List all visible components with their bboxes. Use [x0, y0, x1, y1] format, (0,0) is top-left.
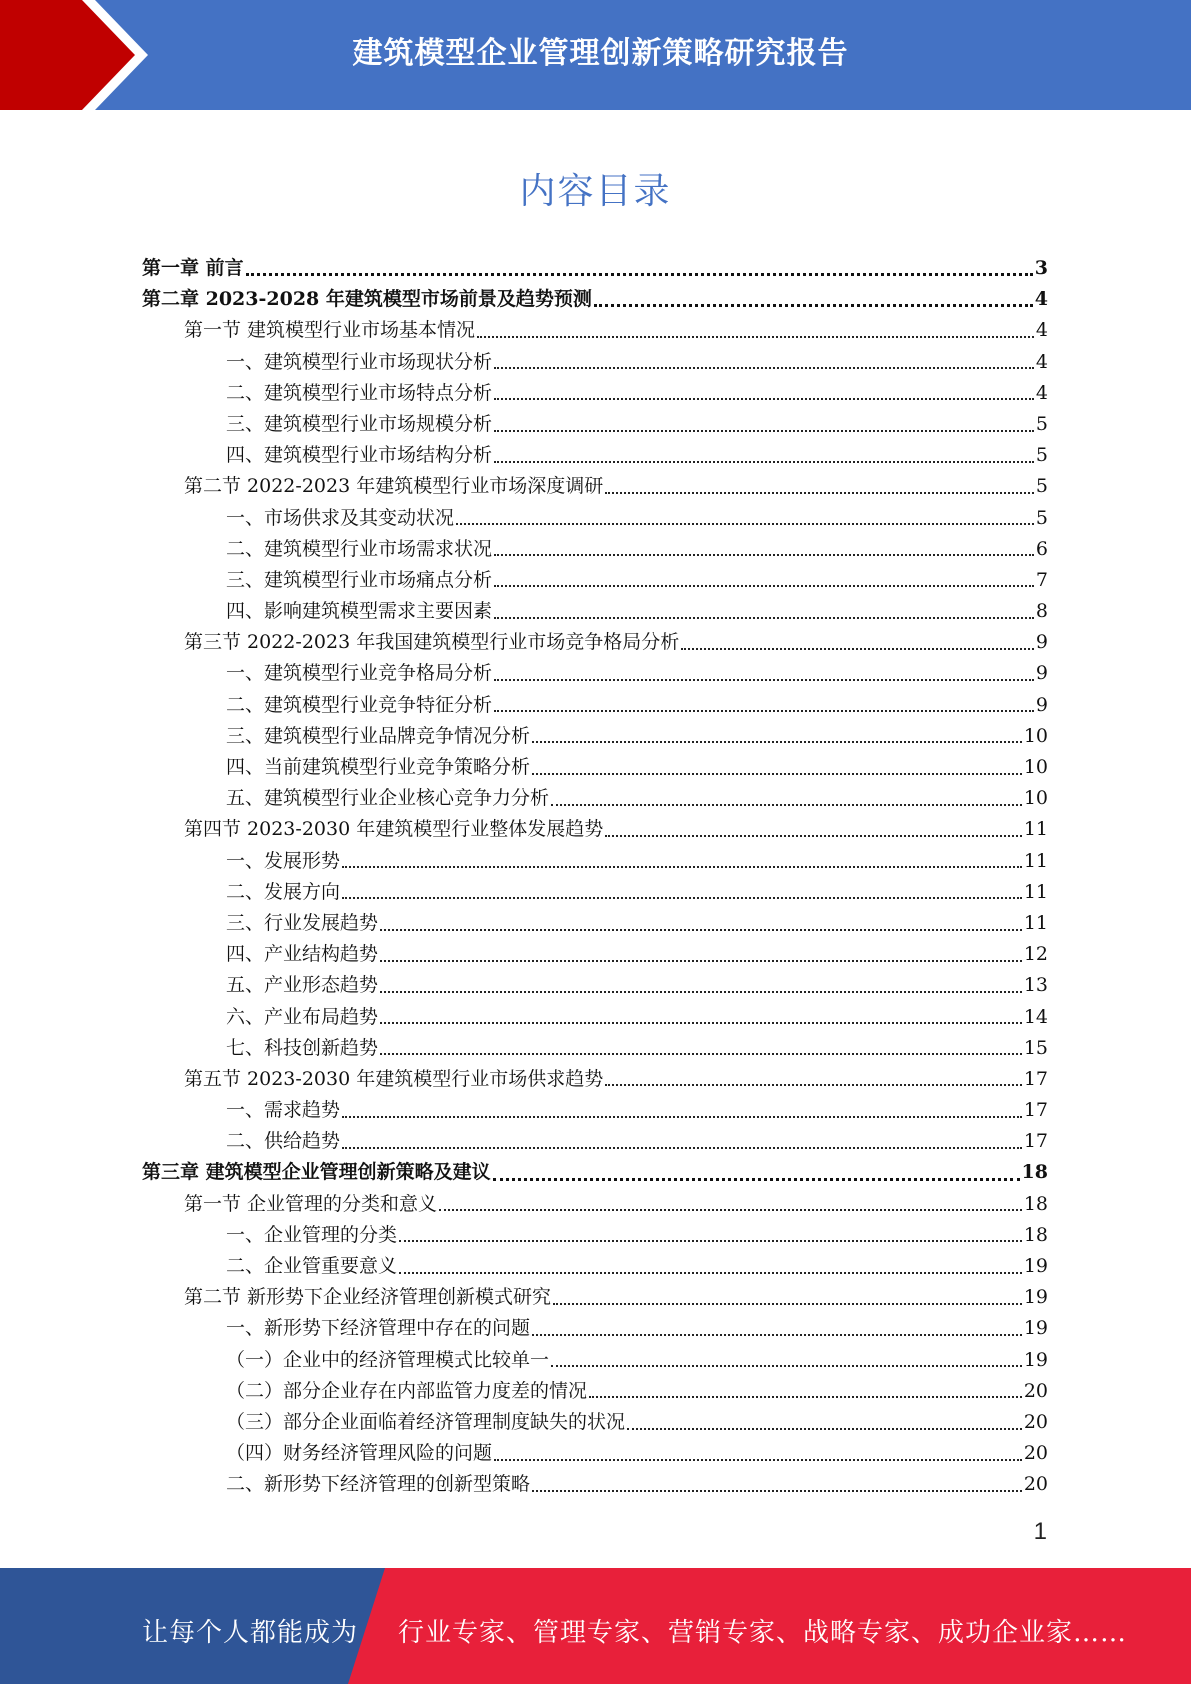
toc-entry-title: 五、建筑模型行业企业核心竞争力分析 — [226, 787, 550, 810]
footer-band — [0, 1568, 1191, 1684]
toc-entry[interactable] — [142, 690, 1048, 721]
toc-entry[interactable] — [142, 1220, 1048, 1251]
toc-entry-page: 4 — [1035, 381, 1048, 404]
toc-entry[interactable] — [142, 1282, 1048, 1313]
toc-dot-leader — [439, 1209, 1022, 1211]
toc-dot-leader — [494, 710, 1034, 712]
toc-entry[interactable] — [142, 378, 1048, 409]
toc-dot-leader — [380, 1053, 1022, 1055]
toc-entry-title: 一、建筑模型行业竞争格局分析 — [226, 662, 493, 685]
toc-entry-page: 4 — [1035, 319, 1048, 342]
toc-entry-page: 5 — [1035, 475, 1048, 498]
toc-dot-leader — [399, 1272, 1022, 1274]
toc-entry-page: 5 — [1035, 506, 1048, 529]
toc-dot-leader — [494, 430, 1034, 432]
toc-entry-title: 三、建筑模型行业市场规模分析 — [226, 412, 493, 435]
toc-entry-page: 10 — [1023, 756, 1048, 778]
toc-entry[interactable] — [142, 939, 1048, 970]
toc-entry-title: （二）部分企业存在内部监管力度差的情况 — [226, 1379, 588, 1402]
toc-entry[interactable] — [142, 315, 1048, 346]
toc-entry[interactable] — [142, 534, 1048, 565]
toc-entry[interactable] — [142, 1313, 1048, 1344]
toc-entry[interactable] — [142, 1064, 1048, 1095]
toc-dot-leader — [494, 1459, 1022, 1461]
toc-entry-page: 18 — [1023, 1192, 1048, 1215]
toc-entry[interactable] — [142, 284, 1048, 315]
toc-dot-leader — [494, 398, 1034, 400]
footer-slogan-right: 行业专家、管理专家、营销专家、战略专家、成功企业家…… — [398, 1618, 1128, 1648]
toc-dot-leader — [477, 336, 1034, 338]
toc-entry-title: 一、企业管理的分类 — [226, 1223, 398, 1246]
toc-entry-title: 第三节 2022-2023 年我国建筑模型行业市场竞争格局分析 — [184, 631, 680, 654]
toc-entry-title: 二、建筑模型行业市场特点分析 — [226, 381, 493, 404]
toc-entry-title: 二、新形势下经济管理的创新型策略 — [226, 1473, 531, 1496]
toc-dot-leader — [494, 367, 1034, 369]
toc-entry[interactable] — [142, 596, 1048, 627]
toc-entry-title: 第一节 企业管理的分类和意义 — [184, 1192, 438, 1215]
toc-entry-page: 10 — [1023, 787, 1048, 810]
toc-entry-page: 20 — [1023, 1442, 1048, 1465]
toc-dot-leader — [589, 1396, 1022, 1398]
toc-dot-leader — [494, 679, 1034, 681]
toc-entry-page: 8 — [1035, 600, 1048, 623]
toc-dot-leader — [494, 585, 1034, 587]
toc-entry[interactable] — [142, 471, 1048, 502]
toc-entry[interactable] — [142, 658, 1048, 689]
toc-entry-title: （四）财务经济管理风险的问题 — [226, 1442, 493, 1465]
toc-entry-page: 14 — [1023, 1005, 1048, 1028]
toc-entry-page: 4 — [1035, 350, 1048, 373]
header-band — [0, 0, 1191, 110]
toc-entry-title: 七、科技创新趋势 — [226, 1036, 379, 1059]
toc-dot-leader — [605, 1084, 1022, 1086]
toc-entry-title: 四、建筑模型行业市场结构分析 — [226, 444, 493, 467]
toc-entry-page: 9 — [1035, 631, 1048, 654]
toc-entry-title: 第二节 2022-2023 年建筑模型行业市场深度调研 — [184, 475, 604, 498]
toc-entry[interactable] — [142, 721, 1048, 752]
toc-entry[interactable] — [142, 1095, 1048, 1126]
toc-entry-title: 一、市场供求及其变动状况 — [226, 506, 455, 529]
toc-entry-title: 三、建筑模型行业市场痛点分析 — [226, 568, 493, 591]
toc-entry[interactable] — [142, 627, 1048, 658]
toc-dot-leader — [246, 273, 1033, 276]
toc-entry-page: 7 — [1035, 568, 1048, 591]
toc-entry[interactable] — [142, 1469, 1048, 1500]
toc-entry-title: 三、建筑模型行业品牌竞争情况分析 — [226, 724, 531, 747]
toc-dot-leader — [380, 991, 1022, 993]
toc-entry-title: 二、企业管重要意义 — [226, 1255, 398, 1277]
toc-entry-page: 12 — [1023, 943, 1048, 966]
toc-entry-title: 二、建筑模型行业市场需求状况 — [226, 537, 493, 560]
toc-entry[interactable] — [142, 565, 1048, 596]
toc-entry[interactable] — [142, 846, 1048, 877]
toc-entry-page: 11 — [1023, 911, 1048, 934]
toc-entry-page: 20 — [1023, 1473, 1048, 1496]
toc-entry[interactable] — [142, 1157, 1048, 1188]
toc-entry-title: （一）企业中的经济管理模式比较单一 — [226, 1348, 550, 1371]
toc-entry-page: 20 — [1023, 1410, 1048, 1433]
toc-entry-page: 3 — [1034, 257, 1048, 279]
toc-entry-page: 18 — [1021, 1161, 1048, 1184]
toc-entry-title: 二、发展方向 — [226, 880, 341, 903]
toc-dot-leader — [494, 617, 1034, 619]
toc-dot-leader — [342, 1147, 1022, 1149]
toc-entry[interactable] — [142, 814, 1048, 845]
toc-dot-leader — [399, 1240, 1022, 1242]
toc-entry[interactable] — [142, 1002, 1048, 1033]
toc-entry-title: 四、产业结构趋势 — [226, 943, 379, 966]
toc-entry-title: 四、影响建筑模型需求主要因素 — [226, 600, 493, 623]
toc-entry-title: 第三章 建筑模型企业管理创新策略及建议 — [142, 1161, 491, 1184]
toc-dot-leader — [494, 554, 1034, 556]
toc-dot-leader — [627, 1428, 1022, 1430]
toc-entry-page: 19 — [1023, 1286, 1048, 1309]
toc-entry-page: 13 — [1023, 974, 1048, 997]
toc-entry[interactable] — [142, 347, 1048, 378]
toc-entry[interactable] — [142, 409, 1048, 440]
footer-slogan-left: 让每个人都能成为 — [142, 1618, 359, 1648]
toc-entry-title: 一、新形势下经济管理中存在的问题 — [226, 1317, 531, 1340]
toc-entry-page: 5 — [1035, 412, 1048, 435]
toc-dot-leader — [380, 960, 1022, 962]
toc-dot-leader — [456, 523, 1034, 525]
toc-entry-title: 二、建筑模型行业竞争特征分析 — [226, 693, 493, 716]
toc-entry[interactable] — [142, 970, 1048, 1001]
toc-entry-title: （三）部分企业面临着经济管理制度缺失的状况 — [226, 1410, 626, 1433]
toc-entry[interactable] — [142, 783, 1048, 814]
toc-entry-page: 17 — [1023, 1130, 1048, 1153]
toc-entry[interactable] — [142, 1189, 1048, 1220]
toc-dot-leader — [494, 461, 1034, 463]
report-title: 建筑模型企业管理创新策略研究报告 — [352, 36, 849, 71]
toc-heading: 内容目录 — [519, 171, 672, 212]
toc-entry-title: 一、建筑模型行业市场现状分析 — [226, 350, 493, 373]
toc-entry-page: 11 — [1023, 818, 1048, 841]
toc-entry-page: 10 — [1023, 724, 1048, 747]
toc-dot-leader — [380, 929, 1022, 931]
toc-dot-leader — [532, 741, 1022, 743]
toc-entry-page: 19 — [1023, 1348, 1048, 1371]
toc-entry-page: 11 — [1023, 880, 1048, 903]
toc-entry-page: 9 — [1035, 693, 1048, 716]
toc-entry-title: 五、产业形态趋势 — [226, 974, 379, 997]
toc-entry[interactable] — [142, 1376, 1048, 1407]
toc-dot-leader — [594, 304, 1033, 307]
toc-entry[interactable] — [142, 1407, 1048, 1438]
toc-entry[interactable] — [142, 1345, 1048, 1376]
toc-entry[interactable] — [142, 1251, 1048, 1282]
table-of-contents — [142, 253, 1048, 1501]
toc-dot-leader — [342, 866, 1022, 868]
toc-entry-page: 9 — [1035, 662, 1048, 685]
toc-entry[interactable] — [142, 752, 1048, 783]
toc-entry-page: 19 — [1023, 1317, 1048, 1340]
toc-dot-leader — [605, 492, 1034, 494]
toc-dot-leader — [342, 897, 1022, 899]
toc-entry-page: 18 — [1023, 1223, 1048, 1246]
toc-entry[interactable] — [142, 440, 1048, 471]
page-number: 1 — [1033, 1518, 1047, 1545]
toc-dot-leader — [681, 648, 1034, 650]
toc-dot-leader — [380, 1022, 1022, 1024]
toc-entry-title: 六、产业布局趋势 — [226, 1005, 379, 1028]
toc-dot-leader — [532, 773, 1022, 775]
toc-dot-leader — [551, 1365, 1022, 1367]
toc-entry[interactable] — [142, 1126, 1048, 1157]
toc-entry-title: 第二章 2023-2028 年建筑模型市场前景及趋势预测 — [142, 288, 592, 311]
toc-entry-title: 一、发展形势 — [226, 849, 341, 872]
toc-dot-leader — [532, 1334, 1022, 1336]
toc-entry-title: 四、当前建筑模型行业竞争策略分析 — [226, 756, 531, 778]
toc-entry-title: 第一章 前言 — [142, 257, 244, 279]
toc-dot-leader — [342, 1116, 1022, 1118]
toc-entry-title: 第一节 建筑模型行业市场基本情况 — [184, 319, 476, 342]
toc-entry[interactable] — [142, 877, 1048, 908]
toc-entry[interactable] — [142, 1438, 1048, 1469]
toc-entry-title: 第二节 新形势下企业经济管理创新模式研究 — [184, 1286, 552, 1309]
toc-entry[interactable] — [142, 253, 1048, 284]
toc-entry-title: 二、供给趋势 — [226, 1130, 341, 1153]
toc-entry-title: 第四节 2023-2030 年建筑模型行业整体发展趋势 — [184, 818, 604, 841]
toc-entry-page: 5 — [1035, 444, 1048, 467]
toc-entry-page: 15 — [1023, 1036, 1048, 1059]
toc-entry-title: 三、行业发展趋势 — [226, 911, 379, 934]
toc-entry-page: 20 — [1023, 1379, 1048, 1402]
toc-dot-leader — [493, 1178, 1020, 1181]
toc-dot-leader — [532, 1490, 1022, 1492]
toc-entry-page: 17 — [1023, 1099, 1048, 1122]
toc-entry-page: 4 — [1034, 288, 1048, 311]
toc-entry-page: 17 — [1023, 1067, 1048, 1090]
toc-entry-page: 19 — [1023, 1255, 1048, 1277]
toc-dot-leader — [551, 804, 1022, 806]
toc-entry[interactable] — [142, 503, 1048, 534]
toc-dot-leader — [553, 1303, 1022, 1305]
toc-dot-leader — [605, 835, 1022, 837]
toc-entry[interactable] — [142, 1033, 1048, 1064]
toc-entry-title: 一、需求趋势 — [226, 1099, 341, 1122]
toc-entry-page: 6 — [1035, 537, 1048, 560]
toc-entry-title: 第五节 2023-2030 年建筑模型行业市场供求趋势 — [184, 1067, 604, 1090]
toc-entry[interactable] — [142, 908, 1048, 939]
toc-entry-page: 11 — [1023, 849, 1048, 872]
